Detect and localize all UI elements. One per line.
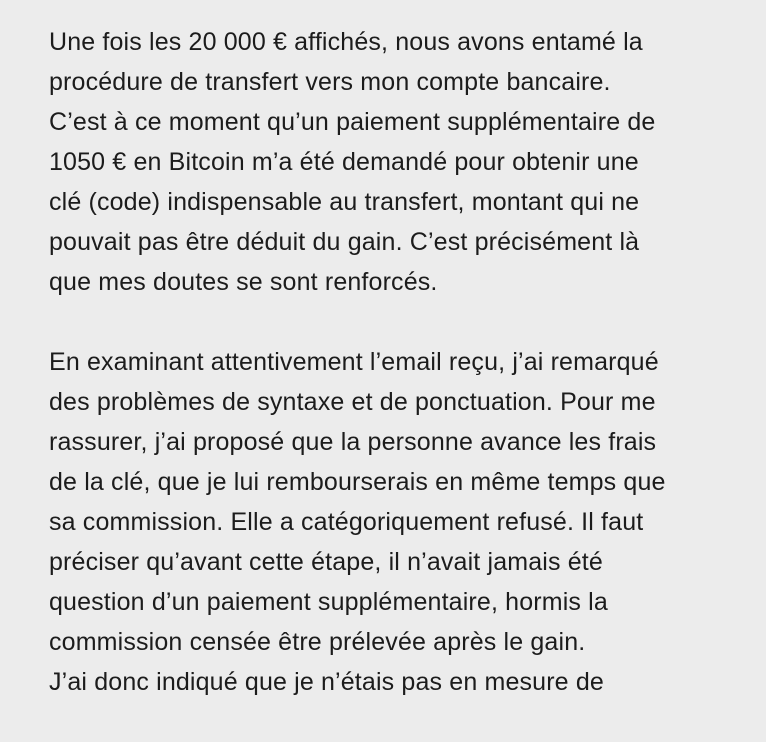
text-line: question d’un paiement supplémentaire, hormis la bbox=[49, 588, 608, 616]
text-line: Une fois les 20 000 € affichés, nous avons entamé la bbox=[49, 28, 643, 56]
text-line: sa commission. Elle a catégoriquement refusé. Il faut bbox=[49, 508, 644, 536]
text-line bbox=[49, 702, 766, 742]
text-line: rassurer, j’ai proposé que la personne avance les frais bbox=[49, 428, 657, 456]
text-line: des problèmes de syntaxe et de ponctuation. Pour me bbox=[49, 388, 656, 416]
text-line: En examinant attentivement l’email reçu, j’ai remarqué bbox=[49, 348, 659, 376]
paragraph-transfer bbox=[49, 22, 766, 302]
paragraph-spacer bbox=[49, 302, 766, 342]
document-body bbox=[49, 22, 766, 742]
text-line: préciser qu’avant cette étape, il n’avait jamais été bbox=[49, 548, 603, 576]
text-line: C’est à ce moment qu’un paiement supplémentaire de bbox=[49, 108, 656, 136]
text-line: de la clé, que je lui rembourserais en même temps que bbox=[49, 468, 666, 496]
text-line: clé (code) indispensable au transfert, montant qui ne bbox=[49, 188, 640, 216]
text-line: commission censée être prélevée après le gain. bbox=[49, 628, 586, 656]
text-line: que mes doutes se sont renforcés. bbox=[49, 268, 438, 296]
text-line: procédure de transfert vers mon compte bancaire. bbox=[49, 68, 611, 96]
text-line: 1050 € en Bitcoin m’a été demandé pour obtenir une bbox=[49, 148, 639, 176]
paragraph-email-analysis bbox=[49, 342, 766, 742]
text-line: pouvait pas être déduit du gain. C’est précisément là bbox=[49, 228, 640, 256]
text-line: J’ai donc indiqué que je n’étais pas en mesure de bbox=[49, 668, 604, 696]
